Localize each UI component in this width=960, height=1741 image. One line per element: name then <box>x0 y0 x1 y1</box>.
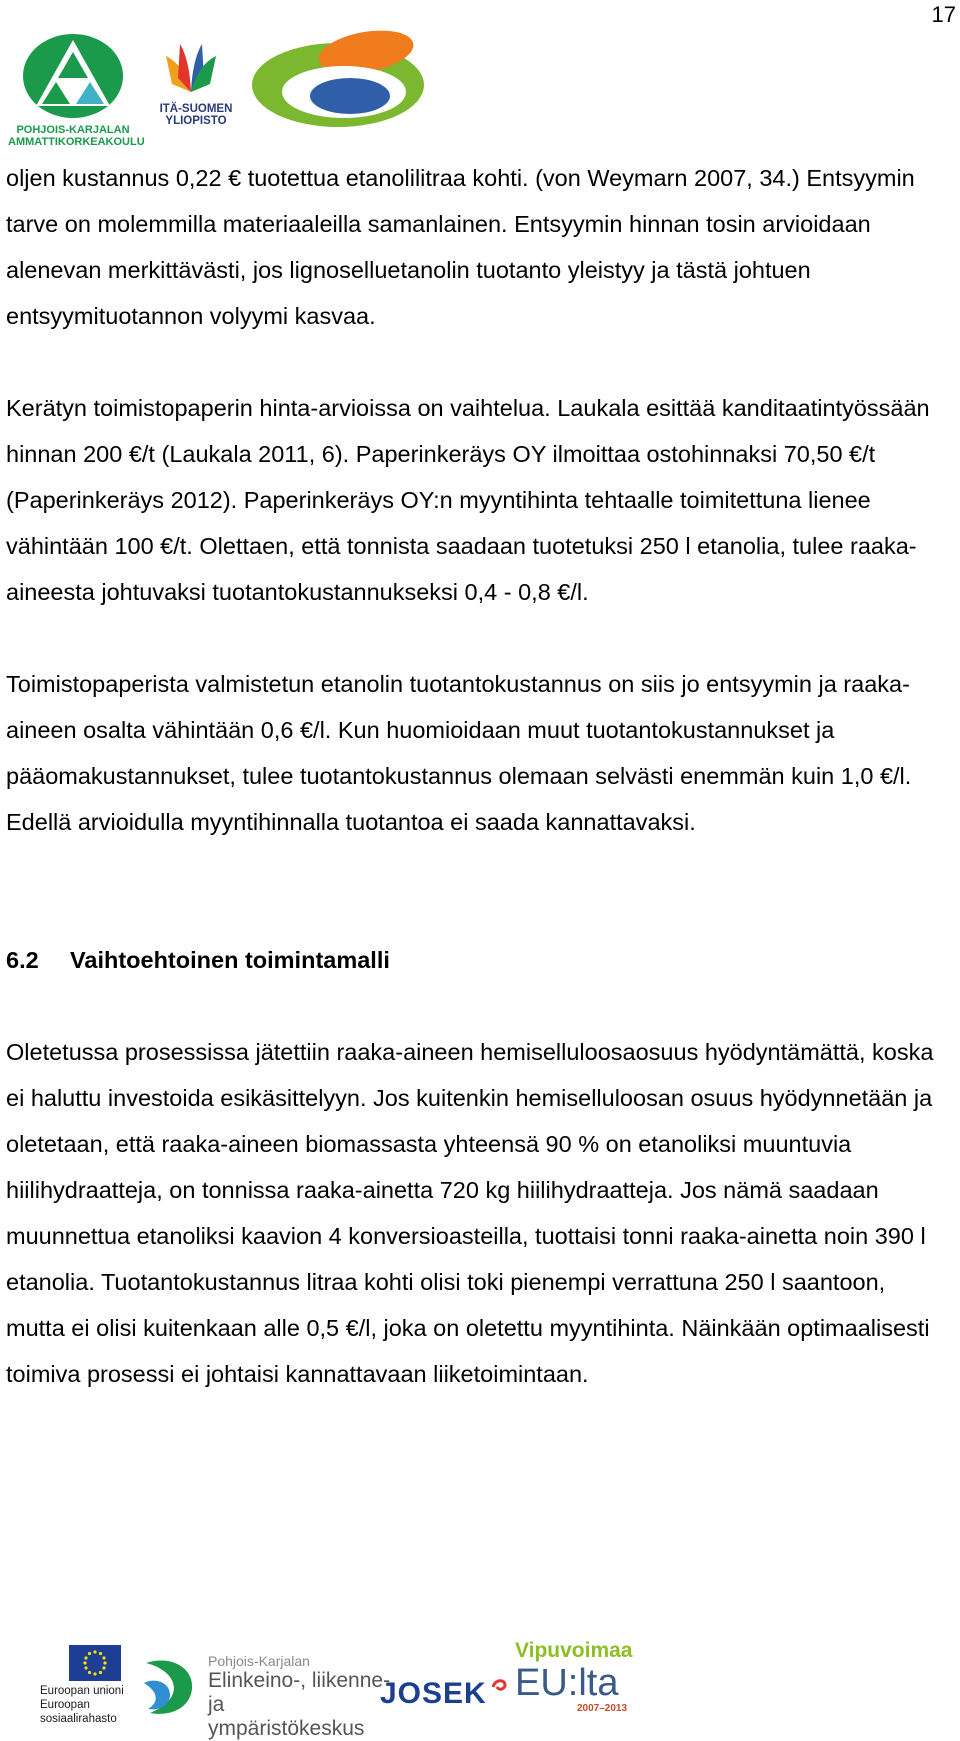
document-body <box>6 155 946 1397</box>
logo2-caption-line2: YLIOPISTO <box>165 115 227 128</box>
pohjois-karjalan-amk-logo <box>8 30 145 148</box>
paragraph: Toimistopaperista valmistetun etanolin tuotantokustannus on siis jo entsyymin ja raaka-aineen osalta vähintään 0,6 €/l. Kun huomioidaan muut tuotantokustannukset ja pääomakustannukset, tulee tuotantokustannus olemaan selvästi enemmän kuin 1,0 €/l. Edellä arvioidulla myyntihinnalla tuotantoa ei saada kannattavaksi. <box>6 671 912 835</box>
section-number: 6.2 <box>6 947 39 973</box>
paragraph: Oletetussa prosessissa jätettiin raaka-aineen hemiselluloosaosuus hyödyntämättä, koska ei haluttu investoida esikäsittelyyn. Jos kuitenkin hemiselluloosan osuus hyödynnetään ja oletetaan, että raaka-aineen biomassasta yhteensä 90 % on etanoliksi muuntuvia hiilihydraatteja, on tonnissa raaka-ainetta 720 kg hiilihydraatteja. Jos nämä saadaan muunnettua etanoliksi kaavion 4 konversioasteilla, tuottaisi tonni raaka-ainetta noin 390 l etanolia. Tuotantokustannus litraa kohti olisi toki pienempi verrattuna 250 l saantoon, mutta ei olisi kuitenkaan alle 0,5 €/l, joka on oletettu myyntihinta. Näinkään optimaalisesti toimiva prosessi ei johtaisi kannattavaan liiketoimintaan. <box>6 1039 934 1387</box>
triangle-emblem-icon <box>8 30 138 118</box>
logo2-caption-line1: ITÄ-SUOMEN <box>159 103 233 115</box>
ita-suomen-yliopisto-logo <box>156 40 236 127</box>
section-title: Vaihtoehtoinen toimintamalli <box>70 947 390 973</box>
ely-region: Pohjois-Karjalan <box>208 1653 310 1669</box>
ely-keskus-logo <box>140 1653 410 1740</box>
josek-logo <box>380 1677 507 1711</box>
eu-caption-line2: Euroopan sosiaalirahasto <box>40 1699 117 1725</box>
logo1-caption-line1: POHJOIS-KARJALAN <box>16 124 130 136</box>
eu-caption-line1: Euroopan unioni <box>40 1685 124 1697</box>
josek-swirl-icon <box>491 1677 507 1693</box>
swoosh-logo <box>246 30 431 135</box>
program-years: 2007–2013 <box>577 1703 628 1714</box>
footer-logos <box>40 1639 940 1740</box>
paragraph: Kerätyn toimistopaperin hinta-arvioissa on vaihtelua. Laukala esittää kanditaatintyössään hinnan 200 €/t (Laukala 2011, 6). Paperinkeräys OY ilmoittaa ostohinnaksi 70,50 €/t (Paperinkeräys 2012). Paperinkeräys OY:n myyntihinta tehtaalle toimitettuna lienee vähintään 100 €/t. Olettaen, että tonnista saadaan tuotetuksi 250 l etanolia, tulee raaka-aineesta johtuvaksi tuotantokustannukseksi 0,4 - 0,8 €/l. <box>6 395 930 605</box>
eu-lta-label: EU:lta <box>515 1662 619 1704</box>
section-heading <box>6 937 946 983</box>
vipuvoimaa-eu-logo <box>515 1639 665 1714</box>
logo1-caption-line2: AMMATTIKORKEAKOULU <box>8 135 145 148</box>
ely-line2: ympäristökeskus <box>208 1717 365 1740</box>
header-logos <box>8 30 488 155</box>
page-number: 17 <box>931 2 956 27</box>
ely-line1: Elinkeino-, liikenne- ja <box>208 1669 391 1716</box>
vipuvoimaa-label: Vipuvoimaa <box>515 1639 633 1662</box>
ely-emblem-icon <box>140 1655 198 1717</box>
eu-esr-logo <box>40 1645 150 1726</box>
josek-wordmark: JOSEK <box>380 1677 487 1710</box>
paragraph: oljen kustannus 0,22 € tuotettua etanolilitraa kohti. (von Weymarn 2007, 34.) Entsyymin tarve on molemmilla materiaaleilla samanlainen. Entsyymin hinnan tosin arvioidaan alenevan merkittävästi, jos lignoselluetanolin tuotanto yleistyy ja tästä johtuen entsyymituotannon volyymi kasvaa. <box>6 165 915 329</box>
swoosh-emblem-icon <box>246 30 431 130</box>
book-emblem-icon <box>156 40 226 98</box>
eu-flag-icon <box>69 1645 121 1681</box>
